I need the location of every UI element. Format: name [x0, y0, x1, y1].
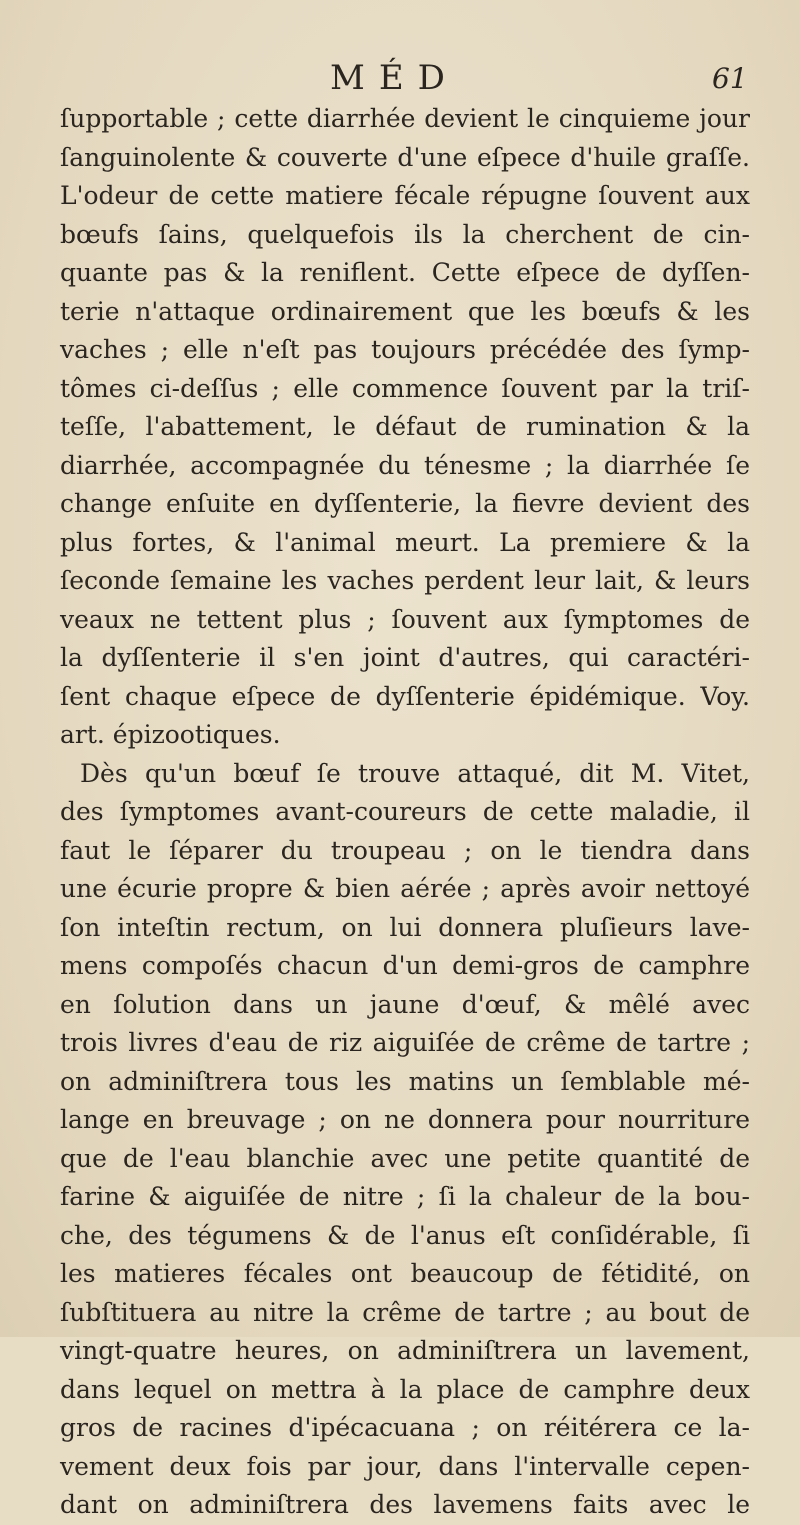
text-line: vement deux fois par jour, dans l'intervalle cepen- — [60, 1451, 750, 1481]
text-line: mens compoſés chacun d'un demi-gros de camphre — [60, 951, 750, 980]
text-line: vaches ; elle n'eſt pas toujours précédée des ſymp- — [60, 335, 750, 364]
text-line: veaux ne tettent plus ; ſouvent aux ſymptomes de — [60, 604, 750, 634]
text-line: che, des tégumens & de l'anus eſt conſidérable, ſi — [60, 1220, 750, 1250]
text-line: teſſe, l'abattement, le défaut de rumination & la — [60, 412, 750, 441]
text-line: farine & aiguiſée de nitre ; ſi la chaleur de la bou- — [60, 1182, 750, 1211]
text-line: dans lequel on mettra à la place de camphre deux — [60, 1374, 750, 1404]
text-line: bœufs ſains, quelquefois ils la cherchent de cin- — [60, 219, 750, 249]
text-line: dant on adminiſtrera des lavemens faits avec le — [60, 1490, 750, 1519]
page-number: 61 — [712, 62, 748, 95]
text-line: change enſuite en dyſſenterie, la fievre devient des — [60, 489, 750, 518]
text-line: Dès qu'un bœuf ſe trouve attaqué, dit M. Vitet, — [80, 758, 750, 788]
text-line: lange en breuvage ; on ne donnera pour nourriture — [60, 1105, 750, 1134]
text-line: faut le ſéparer du troupeau ; on le tiendra dans — [60, 835, 750, 865]
text-line: ſubſtituera au nitre la crême de tartre ; au bout de — [60, 1297, 750, 1327]
text-line: ſeconde ſemaine les vaches perdent leur lait, & leurs — [60, 566, 750, 595]
text-line: trois livres d'eau de riz aiguiſée de crême de tartre ; — [60, 1028, 750, 1057]
text-line: plus fortes, & l'animal meurt. La premiere & la — [60, 527, 750, 557]
running-head: MÉD — [330, 58, 459, 98]
text-line: quante pas & la reniflent. Cette eſpece de dyſſen- — [60, 258, 750, 287]
text-line: tômes ci-deſſus ; elle commence ſouvent par la triſ- — [60, 373, 750, 403]
text-line: ſon inteſtin rectum, on lui donnera pluſieurs lave- — [60, 912, 750, 942]
text-line: les matieres fécales ont beaucoup de fétidité, on — [60, 1259, 750, 1288]
text-line: on adminiſtrera tous les matins un ſemblable mé- — [60, 1066, 750, 1096]
text-line: une écurie propre & bien aérée ; après avoir nettoyé — [60, 874, 750, 903]
text-line: en ſolution dans un jaune d'œuf, & mêlé avec — [60, 989, 750, 1019]
text-line: diarrhée, accompagnée du ténesme ; la diarrhée ſe — [60, 450, 750, 480]
text-line: gros de racines d'ipécacuana ; on réitérera ce la- — [60, 1413, 750, 1442]
text-line: terie n'attaque ordinairement que les bœufs & les — [60, 296, 750, 326]
page-header — [0, 58, 800, 98]
body-text — [60, 100, 750, 1525]
text-line: que de l'eau blanchie avec une petite quantité de — [60, 1143, 750, 1173]
text-line: ſent chaque eſpece de dyſſenterie épidémique. Voy. — [60, 681, 750, 711]
text-line: ſupportable ; cette diarrhée devient le cinquieme jour — [60, 104, 750, 133]
text-line: L'odeur de cette matiere fécale répugne ſouvent aux — [60, 181, 750, 210]
text-line: des ſymptomes avant-coureurs de cette maladie, il — [60, 797, 750, 826]
text-line: ſanguinolente & couverte d'une eſpece d'huile graſſe. — [60, 142, 750, 172]
text-line: art. épizootiques. — [60, 720, 281, 749]
text-line: vingt-quatre heures, on adminiſtrera un lavement, — [60, 1336, 750, 1365]
text-line: la dyſſenterie il s'en joint d'autres, qui caractéri- — [60, 643, 750, 672]
